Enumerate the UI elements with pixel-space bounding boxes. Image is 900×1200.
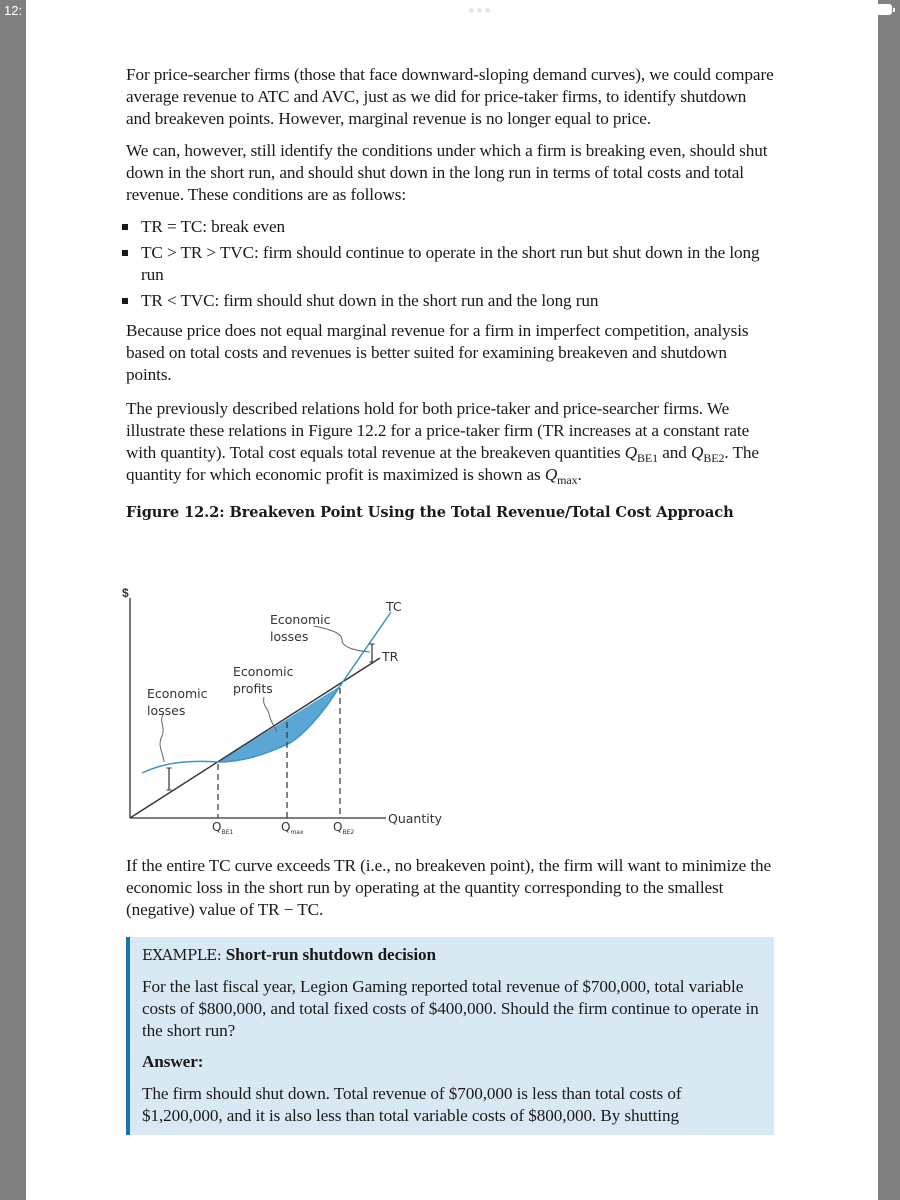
q-be2-symbol: Q <box>691 443 704 462</box>
profits-label-2: profits <box>233 681 273 696</box>
q-max-symbol: Q <box>544 465 558 484</box>
paragraph-conditions-lead: We can, however, still identify the conditions under which a firm is breaking even, should shut down in the short run, and should shut down in the long run in terms of total costs and total revenue. These conditions are as follows: <box>126 141 768 204</box>
condition-item: TR < TVC: firm should shut down in the short run and the long run <box>126 290 774 312</box>
paragraph-intro: For price-searcher firms (those that face downward-sloping demand curves), we could compare average revenue to ATC and AVC, just as we did for price-taker firms, to identify shutdown and breakeven points. However, marginal revenue is no longer equal to price. <box>126 65 774 128</box>
left-losses-label-2: losses <box>147 703 186 718</box>
text-run: . <box>577 465 582 484</box>
text-run: The previously described relations hold for both price-taker and price-searcher firms. We illustrate these relations in Figure 12.2 for a price-taker firm (TR increases at a constant rate with quantity). Total cost equals total revenue at the breakeven quantities <box>126 399 750 462</box>
example-box <box>126 937 774 1135</box>
condition-item: TR = TC: break even <box>126 216 774 238</box>
paragraph-no-breakeven: If the entire TC curve exceeds TR (i.e., no breakeven point), the firm will want to minimize the economic loss in the short run by operating at the quantity corresponding to the smallest (negative) value of TR − TC. <box>126 856 772 919</box>
q-be1-symbol: Q <box>624 443 638 462</box>
paragraph-relations <box>126 398 774 486</box>
right-losses-label-2: losses <box>270 629 309 644</box>
q-max-subscript: max <box>557 473 578 487</box>
q-max-tick: $Q_{max}$ <box>281 820 304 836</box>
more-dots-icon[interactable] <box>464 8 494 16</box>
answer-label: Answer: <box>142 1052 204 1071</box>
profits-label-1: Economic <box>233 664 294 679</box>
x-axis-label: Quantity <box>388 811 443 826</box>
example-answer: The firm should shut down. Total revenue of $700,000 is less than total costs of $1,200,000, and it is also less than total variable costs of $800,000. By shutting <box>142 1084 682 1125</box>
q-be1-tick: $Q_{BE1}$ <box>212 820 234 836</box>
document-body <box>126 64 774 524</box>
document-page[interactable] <box>26 0 878 1200</box>
q-be2-subscript: BE2 <box>703 451 725 465</box>
left-losses-label-1: Economic <box>147 686 208 701</box>
example-question: For the last fiscal year, Legion Gaming reported total revenue of $700,000, total variable costs of $800,000, and total fixed costs of $400,000. Should the firm continue to operate in the short run? <box>142 977 759 1040</box>
battery-icon <box>876 4 892 15</box>
tr-label: TR <box>382 649 399 664</box>
example-heading <box>142 944 762 967</box>
condition-item: TC > TR > TVC: firm should continue to operate in the short run but shut down in the long run <box>126 242 774 286</box>
example-label: EXAMPLE: <box>142 947 222 964</box>
tc-label: TC <box>386 599 402 614</box>
text-run: and <box>658 443 691 462</box>
left-loss-leader <box>160 713 164 762</box>
conditions-list <box>126 216 774 312</box>
q-be2-tick: $Q_{BE2}$ <box>333 820 355 836</box>
figure-title: Figure 12.2: Breakeven Point Using the Total Revenue/Total Cost Approach <box>126 504 734 521</box>
right-loss-leader <box>314 626 370 652</box>
breakeven-chart <box>110 580 470 840</box>
right-losses-label-1: Economic <box>270 612 331 627</box>
example-title: Short-run shutdown decision <box>225 945 436 964</box>
status-time: 12: <box>4 3 23 18</box>
q-be1-subscript: BE1 <box>637 451 659 465</box>
text-run: . The quantity for which economic profit is maximized is shown as <box>126 443 759 484</box>
y-axis-label: $ <box>122 586 129 600</box>
paragraph-imperfect-competition: Because price does not equal marginal revenue for a firm in imperfect competition, analysis based on total costs and revenues is better suited for examining breakeven and shutdown points. <box>126 321 749 384</box>
